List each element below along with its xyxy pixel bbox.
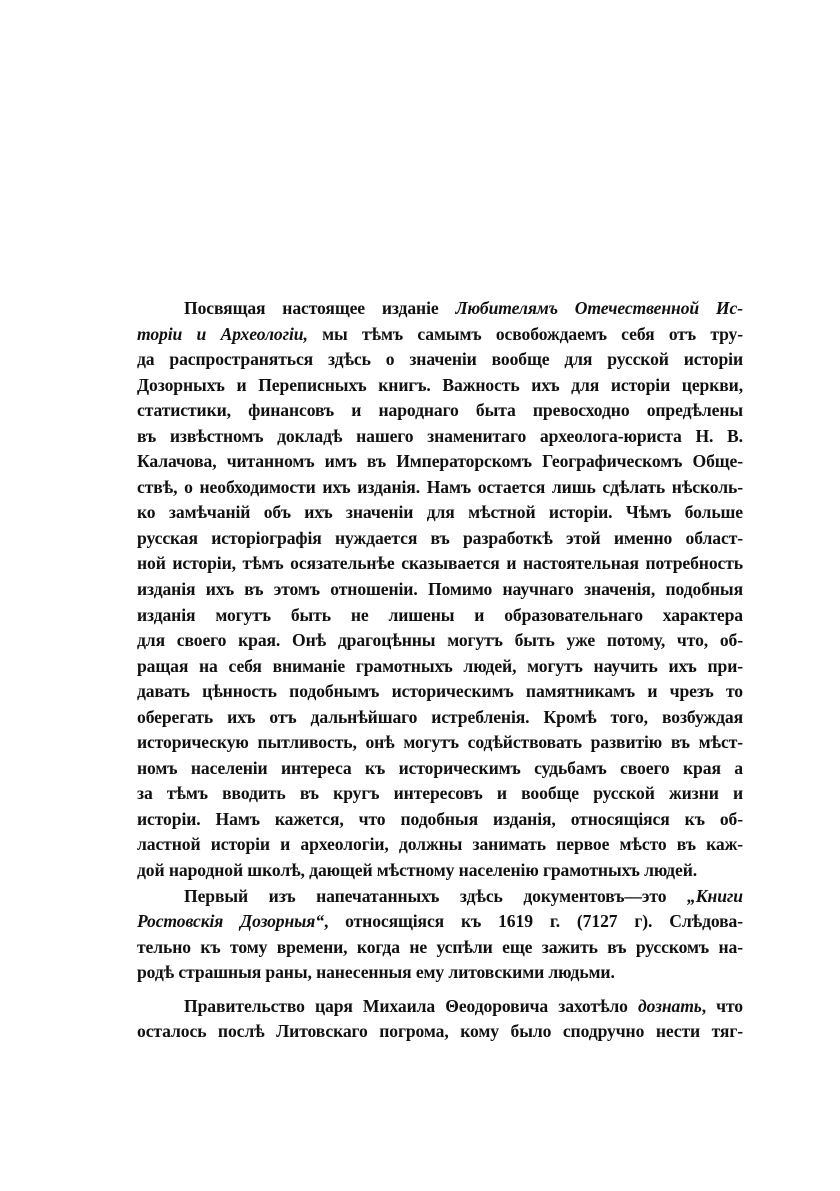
- text-run: ращая на себя вниманіе грамотныхъ людей, могутъ научить ихъ при-: [137, 655, 743, 676]
- text-line: [137, 347, 743, 373]
- text-line: [137, 935, 743, 961]
- text-run: историческую пытливость, онѣ могутъ содѣйствовать развитію въ мѣст-: [137, 732, 743, 753]
- text-run: Первый изъ напечатанныхъ здѣсь документовъ—это: [184, 885, 688, 906]
- text-run: ко замѣчаній объ ихъ значеніи для мѣстной исторіи. Чѣмъ больше: [137, 502, 743, 523]
- italic-run: „Книги: [687, 885, 743, 906]
- text-run: ластной исторіи и археологіи, должны занимать первое мѣсто въ каж-: [137, 834, 743, 855]
- text-line: [137, 807, 743, 833]
- text-line: [137, 994, 743, 1020]
- text-line: [137, 373, 743, 399]
- text-line: [137, 679, 743, 705]
- italic-run: дознать: [637, 995, 702, 1016]
- text-run: изданія могутъ быть не лишены и образовательнаго характера: [137, 604, 743, 625]
- text-line: [137, 628, 743, 654]
- paragraph: [137, 994, 743, 1045]
- text-run: Калачова, читанномъ имъ въ Императорскомъ Географическомъ Обще-: [137, 451, 743, 472]
- text-line: [137, 449, 743, 475]
- text-line: [137, 551, 743, 577]
- text-run: за тѣмъ вводить въ кругъ интересовъ и вообще русской жизни и: [137, 783, 743, 804]
- text-run: оберегать ихъ отъ дальнѣйшаго истребленія. Кромѣ того, возбуждая: [137, 706, 743, 727]
- italic-run: торіи и Археологіи,: [137, 323, 308, 344]
- text-run: родѣ страшныя раны, нанесенныя ему литовскими людьми.: [137, 962, 615, 983]
- text-line: [137, 730, 743, 756]
- text-line: [137, 858, 743, 884]
- body-text: [137, 296, 743, 1045]
- text-run: статистики, финансовъ и народнаго быта превосходно опредѣлены: [137, 400, 743, 421]
- text-run: дой народной школѣ, дающей мѣстному населенію грамотныхъ людей.: [137, 860, 698, 881]
- text-line: [137, 1019, 743, 1045]
- text-run: , относящіяся къ 1619 г. (7127 г). Слѣдова-: [323, 911, 743, 932]
- text-line: [137, 296, 743, 322]
- text-line: [137, 756, 743, 782]
- text-line: [137, 322, 743, 348]
- text-run: въ извѣстномъ докладѣ нашего знаменитаго археолога-юриста Н. В.: [137, 425, 743, 446]
- text-run: Правительство царя Михаила Θеодоровича захотѣло: [184, 995, 638, 1016]
- text-line: [137, 475, 743, 501]
- text-run: номъ населеніи интереса къ историческимъ судьбамъ своего края а: [137, 757, 743, 778]
- paragraph: [137, 296, 743, 884]
- text-run: осталось послѣ Литовскаго погрома, кому было сподручно нести тяг-: [137, 1021, 743, 1042]
- text-line: [137, 398, 743, 424]
- text-line: [137, 909, 743, 935]
- text-run: ствѣ, о необходимости ихъ изданія. Намъ остается лишь сдѣлать нѣсколь-: [137, 476, 743, 497]
- text-run: , что: [701, 995, 743, 1016]
- text-run: давать цѣнность подобнымъ историческимъ памятникамъ и чрезъ то: [137, 681, 743, 702]
- text-line: [137, 654, 743, 680]
- text-line: [137, 832, 743, 858]
- text-line: [137, 526, 743, 552]
- text-run: Посвящая настоящее изданіе: [184, 298, 456, 318]
- text-line: [137, 424, 743, 450]
- text-run: тельно къ тому времени, когда не успѣли еще зажить въ русскомъ на-: [137, 936, 743, 957]
- text-run: исторіи. Намъ кажется, что подобныя изданія, относящіяся къ об-: [137, 808, 743, 829]
- italic-run: Ростовскія Дозорныя“: [137, 911, 324, 932]
- text-run: ной исторіи, тѣмъ осязательнѣе сказывается и настоятельная потребность: [137, 553, 743, 574]
- text-line: [137, 884, 743, 910]
- text-line: [137, 577, 743, 603]
- text-run: Дозорныхъ и Переписныхъ книгъ. Важность ихъ для исторіи церкви,: [137, 374, 743, 395]
- text-run: для своего края. Онѣ драгоцѣнны могутъ быть уже потому, что, об-: [137, 630, 743, 651]
- paragraph: [137, 884, 743, 986]
- text-run: русская исторіографія нуждается въ разработкѣ этой именно област-: [137, 527, 743, 548]
- text-line: [137, 705, 743, 731]
- text-line: [137, 781, 743, 807]
- italic-run: Любителямъ Отечественной Ис-: [455, 298, 743, 318]
- text-line: [137, 960, 743, 986]
- text-line: [137, 500, 743, 526]
- text-line: [137, 603, 743, 629]
- paragraph-gap: [137, 986, 743, 994]
- text-run: мы тѣмъ самымъ освобождаемъ себя отъ тру-: [307, 323, 743, 344]
- text-run: да распространяться здѣсь о значеніи вообще для русской исторіи: [137, 349, 743, 370]
- text-run: изданія ихъ въ этомъ отношеніи. Помимо научнаго значенія, подобныя: [137, 579, 743, 600]
